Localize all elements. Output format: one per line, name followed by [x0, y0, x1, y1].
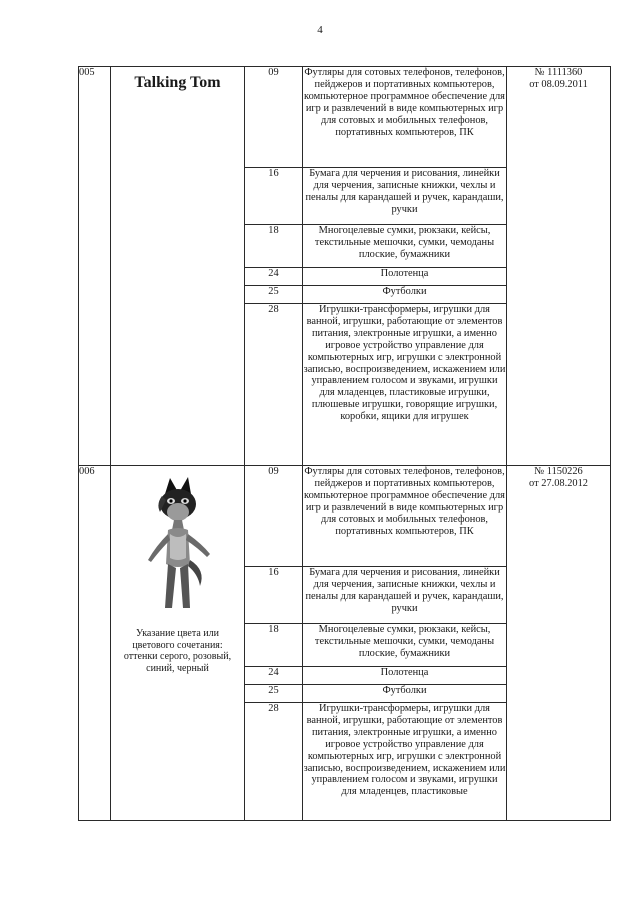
goods-list: Футболки	[303, 286, 507, 304]
registration-number: № 1150226	[534, 466, 583, 477]
class-number: 09	[245, 466, 303, 567]
registration-date: от 27.08.2012	[529, 477, 588, 489]
entry-number: 005	[79, 67, 111, 466]
talking-angela-figure-icon	[111, 474, 244, 626]
color-specification: Указание цвета или цветового сочетания: оттенки серого, розовый, синий, черный	[123, 628, 232, 674]
trademark-cell	[111, 466, 245, 821]
registration-date: от 08.09.2011	[529, 78, 588, 90]
goods-list: Многоцелевые сумки, рюкзаки, кейсы, текстильные мешочки, сумки, чемоданы плоские, бумажники	[303, 225, 507, 268]
class-number: 16	[245, 567, 303, 624]
goods-list: Бумага для черчения и рисования, линейки для черчения, записные книжки, чехлы и пеналы для карандашей и ручек, карандаши, ручки	[303, 168, 507, 225]
goods-list: Игрушки-трансформеры, игрушки для ванной, игрушки, работающие от элементов питания, электронные игрушки, а именно игровое устройство управление для компьютерных игр, игрушки с электронной записью, воспроизведением, искажением или управлением голосом и звуками, игрушки для младенцев, пластиковые	[303, 703, 507, 821]
goods-list: Многоцелевые сумки, рюкзаки, кейсы, текстильные мешочки, сумки, чемоданы плоские, бумажники	[303, 624, 507, 667]
goods-list: Футляры для сотовых телефонов, телефонов, пейджеров и портативных компьютеров, компьютерное программное обеспечение для игр и развлечений в виде компьютерных игр для сотовых и мобильных телефонов, портативных компьютеров, ПК	[303, 67, 507, 168]
trademark-cell	[111, 67, 245, 466]
goods-list: Игрушки-трансформеры, игрушки для ванной, игрушки, работающие от элементов питания, электронные игрушки, а именно игровое устройство управление для компьютерных игр, игрушки с электронной записью, воспроизведением, искажением или управлением голосом и звуками, игрушки для младенцев, пластиковые игрушки, плюшевые игрушки, говорящие игрушки, коробки, ящики для игрушек	[303, 304, 507, 466]
class-number: 25	[245, 685, 303, 703]
class-number: 16	[245, 168, 303, 225]
class-number: 24	[245, 268, 303, 286]
trademark-registry-table	[78, 66, 611, 821]
table-row	[79, 67, 611, 168]
trademark-word: Talking Tom	[134, 74, 221, 91]
class-number: 18	[245, 624, 303, 667]
class-number: 28	[245, 304, 303, 466]
registration-cell	[507, 466, 611, 821]
goods-list: Полотенца	[303, 268, 507, 286]
page-number: 4	[317, 24, 323, 36]
class-number: 25	[245, 286, 303, 304]
goods-list: Футболки	[303, 685, 507, 703]
registration-cell	[507, 67, 611, 466]
class-number: 28	[245, 703, 303, 821]
class-number: 24	[245, 667, 303, 685]
class-number: 09	[245, 67, 303, 168]
table-row	[79, 466, 611, 567]
goods-list: Полотенца	[303, 667, 507, 685]
registration-number: № 1111360	[534, 67, 583, 78]
goods-list: Футляры для сотовых телефонов, телефонов, пейджеров и портативных компьютеров, компьютерное программное обеспечение для игр и развлечений в виде компьютерных игр для сотовых и мобильных телефонов, портативных компьютеров, ПК	[303, 466, 507, 567]
class-number: 18	[245, 225, 303, 268]
goods-list: Бумага для черчения и рисования, линейки для черчения, записные книжки, чехлы и пеналы для карандашей и ручек, карандаши, ручки	[303, 567, 507, 624]
entry-number: 006	[79, 466, 111, 821]
